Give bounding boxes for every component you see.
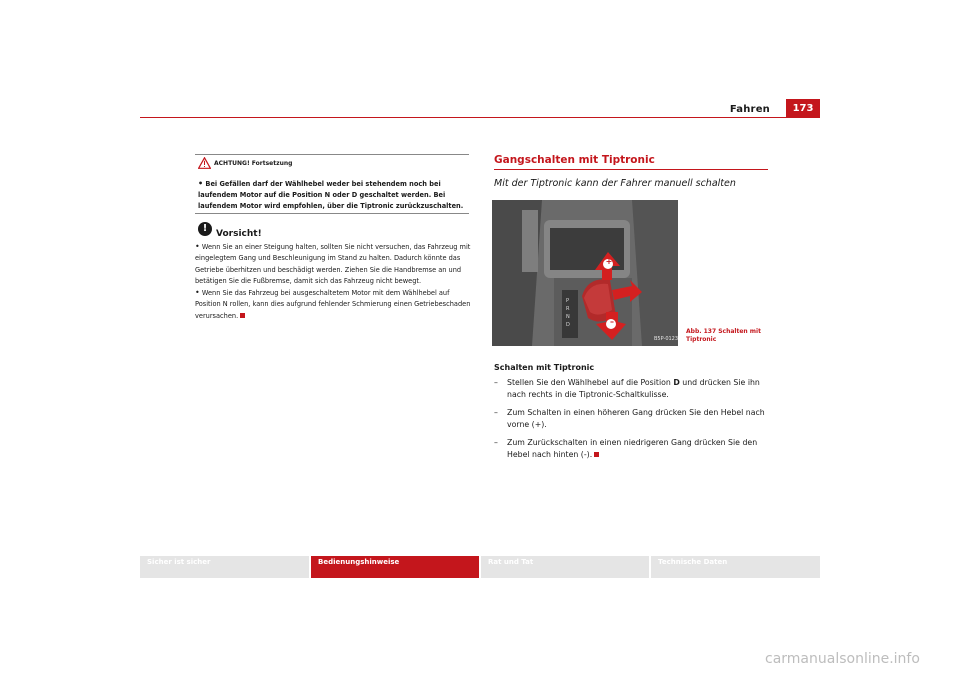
watermark: carmanualsonline.info — [765, 651, 920, 667]
page-number: 173 — [786, 99, 820, 118]
gear-lever-illustration — [492, 200, 678, 346]
warning-body: Bei Gefällen darf der Wählhebel weder bei stehendem noch bei laufendem Motor auf die Position N oder D geschaltet werden. Bei laufendem Motor wird empfohlen, über die Tiptronic zurückzuschalten. — [198, 180, 464, 210]
list-item: – Zum Zurückschalten in einen niedrigeren Gang drücken Sie den Hebel nach hinten (-). — [494, 438, 758, 459]
section-subtitle: Mit der Tiptronic kann der Fahrer manuell schalten — [494, 178, 736, 189]
bullet: • — [195, 288, 200, 298]
caution-item: • Wenn Sie das Fahrzeug bei ausgeschaltetem Motor mit dem Wählhebel auf Position N rollen, kann dies aufgrund fehlender Schmierung einen Getriebeschaden verursachen. — [195, 288, 471, 320]
minus-symbol: – — [610, 317, 614, 326]
step-list — [494, 377, 772, 467]
section-end-icon — [240, 313, 245, 318]
list-item: – Zum Schalten in einen höheren Gang drücken Sie den Hebel nach vorne (+). — [494, 408, 765, 429]
bullet: • — [195, 242, 200, 251]
figure-code: B5P-0123 — [654, 336, 679, 342]
caution-heading: Vorsicht! — [216, 229, 262, 239]
figure-caption: Abb. 137 Schalten mit Tiptronic — [686, 328, 761, 343]
list-item: – Stellen Sie den Wählhebel auf die Position D und drücken Sie ihn nach rechts in die Tiptronic-Schaltkulisse. — [494, 378, 760, 399]
body-heading: Schalten mit Tiptronic — [494, 363, 595, 372]
nav-tab-bedienungshinweise[interactable]: Bedienungshinweise — [311, 556, 479, 578]
section-title: Gangschalten mit Tiptronic — [494, 154, 655, 166]
caution-exclamation-icon: ! — [198, 222, 212, 236]
caution-text — [195, 241, 471, 322]
section-rule — [494, 169, 768, 170]
plus-symbol: + — [605, 257, 613, 266]
nav-tab-technische-daten[interactable]: Technische Daten — [651, 556, 820, 578]
warning-triangle-icon — [198, 157, 211, 169]
svg-text:D: D — [566, 322, 570, 328]
svg-text:N: N — [566, 314, 570, 320]
nav-tab-sicher[interactable]: Sicher ist sicher — [140, 556, 309, 578]
page-header-title: Fahren — [729, 104, 770, 115]
header-rule — [140, 117, 820, 118]
caution-item: • Wenn Sie an einer Steigung halten, sollten Sie nicht versuchen, das Fahrzeug mit eingelegtem Gang und Beschleunigung im Stand zu halten. Dadurch könnte das Getriebe überhitzen und beschädigt werden. Ziehen Sie die Handbremse an und betätigen Sie die Fußbremse, damit sich das Fahrzeug nicht bewegt. — [195, 242, 471, 285]
bullet: • — [198, 179, 204, 188]
section-end-icon — [594, 452, 599, 457]
warning-text — [198, 178, 468, 212]
svg-text:R: R — [566, 306, 570, 312]
tiptronic-figure — [492, 200, 678, 346]
warning-heading: ACHTUNG! Fortsetzung — [214, 160, 293, 167]
nav-tab-rat-und-tat[interactable]: Rat und Tat — [481, 556, 649, 578]
svg-text:P: P — [566, 298, 570, 304]
